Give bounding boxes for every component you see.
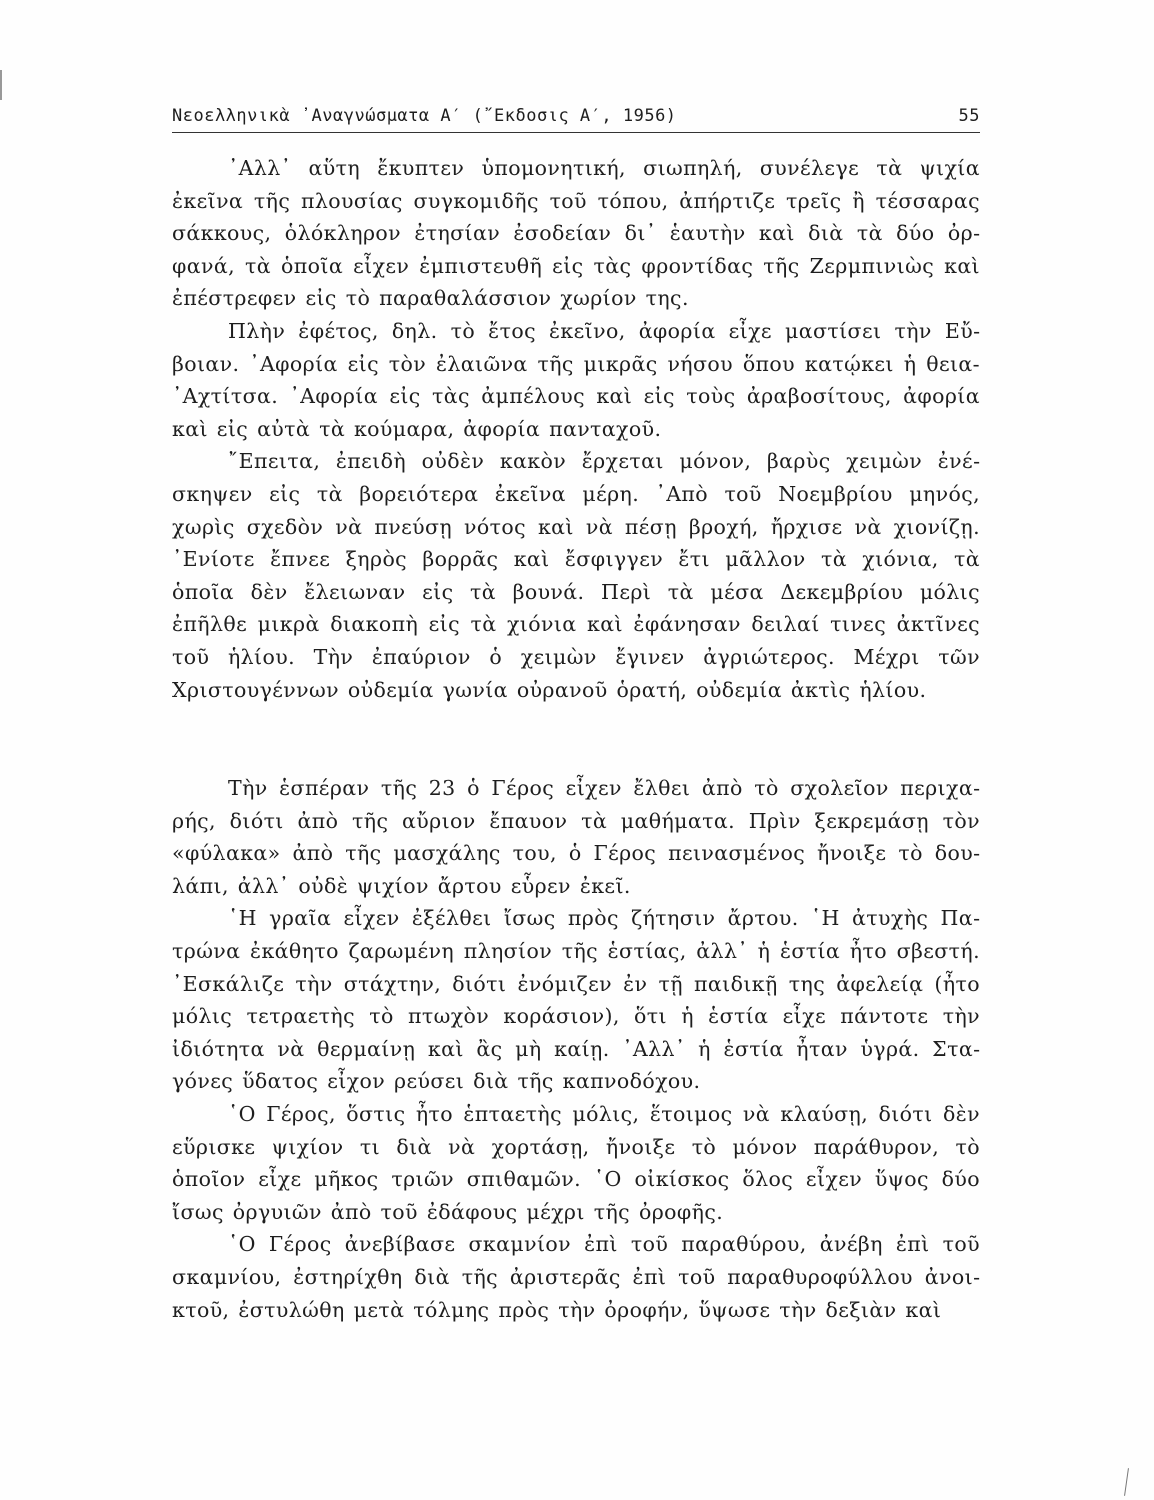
page-header xyxy=(172,102,980,133)
scan-edge-mark xyxy=(0,70,2,100)
paragraph: Πλὴν ἐφέτος, δηλ. τὸ ἔτος ἐκεῖνο, ἀφορία εἶχε μαστίσει τὴν Εὔβοιαν. ᾿Αφορία εἰς τὸν ἐλαιῶνα τῆς μικρᾶς νήσου ὅπου κατῴκει ἡ θεια-᾿Αχτίτσα. ᾿Αφορία εἰς τὰς ἀμπέλους καὶ εἰς τοὺς ἀραβοσίτους, ἀφορία καὶ εἰς αὐτὰ τὰ κούμαρα, ἀφορία πανταχοῦ. xyxy=(172,318,980,441)
scan-corner-mark xyxy=(1124,1468,1129,1496)
paragraph: ῎Επειτα, ἐπειδὴ οὐδὲν κακὸν ἔρχεται μόνον, βαρὺς χειμὼν ἐνέσκηψεν εἰς τὰ βορειότερα ἐκεῖνα μέρη. ᾿Απὸ τοῦ Νοεμβρίου μηνός, χωρὶς σχεδὸν νὰ πνεύσῃ νότος καὶ νὰ πέσῃ βροχή, ἤρχισε νὰ χιονίζῃ. ᾿Ενίοτε ἔπνεε ξηρὸς βορρᾶς καὶ ἔσφιγγεν ἔτι μᾶλλον τὰ χιόνια, τὰ ὁποῖα δὲν ἔλειωναν εἰς τὰ βουνά. Περὶ τὰ μέσα Δεκεμβρίου μόλις ἐπῆλθε μικρὰ διακοπὴ εἰς τὰ χιόνια καὶ ἐφάνησαν δειλαί τινες ἀκτῖνες τοῦ ἡλίου. Τὴν ἐπαύριον ὁ χειμὼν ἔγινεν ἀγριώτερος. Μέχρι τῶν Χριστουγέννων οὐδεμία γωνία οὐρανοῦ ὁρατή, οὐδεμία ἀκτὶς ἡλίου. xyxy=(172,449,980,702)
page-number: 55 xyxy=(958,106,980,126)
running-title: Νεοελληνικὰ ᾿Αναγνώσματα Α′ (῎Εκδοσις Α′, 1956) xyxy=(172,106,677,126)
paragraph: ῾Ο Γέρος, ὅστις ἦτο ἑπταετὴς μόλις, ἕτοιμος νὰ κλαύσῃ, διότι δὲν εὕρισκε ψιχίον τι διὰ νὰ χορτάσῃ, ἤνοιξε τὸ μόνον παράθυρον, τὸ ὁποῖον εἶχε μῆκος τριῶν σπιθαμῶν. ῾Ο οἰκίσκος ὅλος εἶχεν ὕψος δύο ἴσως ὀργυιῶν ἀπὸ τοῦ ἐδάφους μέχρι τῆς ὀροφῆς. xyxy=(172,1102,980,1224)
body-text xyxy=(172,152,980,1326)
paragraph: ῾Η γραῖα εἶχεν ἐξέλθει ἴσως πρὸς ζήτησιν ἄρτου. ῾Η ἀτυχὴς Πατρώνα ἐκάθητο ζαρωμένη πλησίον τῆς ἑστίας, ἀλλ᾿ ἡ ἑστία ἦτο σβεστή. ᾿Εσκάλιζε τὴν στάχτην, διότι ἐνόμιζεν ἐν τῇ παιδικῇ της ἀφελείᾳ (ἦτο μόλις τετραετὴς τὸ πτωχὸν κοράσιον), ὅτι ἡ ἑστία εἶχε πάντοτε τὴν ἰδιότητα νὰ θερμαίνῃ καὶ ἂς μὴ καίῃ. ᾿Αλλ᾿ ἡ ἑστία ἦταν ὑγρά. Σταγόνες ὕδατος εἶχον ρεύσει διὰ τῆς καπνοδόχου. xyxy=(172,906,980,1094)
section-break xyxy=(172,706,980,772)
paragraph: Τὴν ἑσπέραν τῆς 23 ὁ Γέρος εἶχεν ἔλθει ἀπὸ τὸ σχολεῖον περιχαρής, διότι ἀπὸ τῆς αὔριον ἔπαυον τὰ μαθήματα. Πρὶν ξεκρεμάσῃ τὸν «φύλακα» ἀπὸ τῆς μασχάλης του, ὁ Γέρος πεινασμένος ἤνοιξε τὸ δουλάπι, ἀλλ᾿ οὐδὲ ψιχίον ἄρτου εὗρεν ἐκεῖ. xyxy=(172,776,980,898)
paragraph: ᾿Αλλ᾿ αὕτη ἔκυπτεν ὑπομονητική, σιωπηλή, συνέλεγε τὰ ψιχία ἐκεῖνα τῆς πλουσίας συγκομιδῆς τοῦ τόπου, ἀπήρτιζε τρεῖς ἢ τέσσαρας σάκκους, ὁλόκληρον ἐτησίαν ἐσοδείαν δι᾿ ἑαυτὴν καὶ διὰ τὰ δύο ὀρφανά, τὰ ὁποῖα εἶχεν ἐμπιστευθῆ εἰς τὰς φροντίδας τῆς Ζερμπινιὼς καὶ ἐπέστρεφεν εἰς τὸ παραθαλάσσιον χωρίον της. xyxy=(172,156,980,311)
paragraph: ῾Ο Γέρος ἀνεβίβασε σκαμνίον ἐπὶ τοῦ παραθύρου, ἀνέβη ἐπὶ τοῦ σκαμνίου, ἐστηρίχθη διὰ τῆς ἀριστερᾶς ἐπὶ τοῦ παραθυροφύλλου ἀνοικτοῦ, ἐστυλώθη μετὰ τόλμης πρὸς τὴν ὀροφήν, ὕψωσε τὴν δεξιὰν καὶ xyxy=(172,1232,980,1322)
